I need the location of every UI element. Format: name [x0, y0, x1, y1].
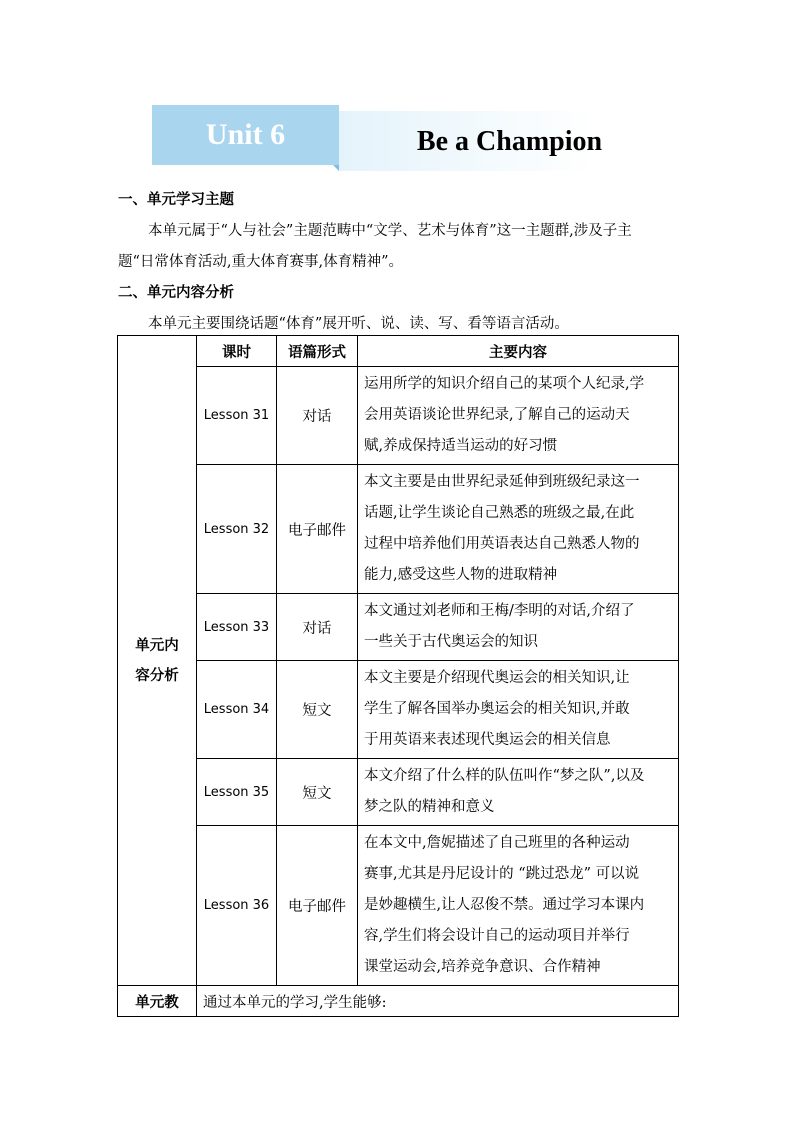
content-line: 课堂运动会,培养竞争意识、合作精神: [364, 959, 601, 975]
lesson-cell: Lesson 33: [197, 594, 277, 661]
content-line: 是妙趣横生,让人忍俊不禁。通过学习本课内: [364, 897, 645, 913]
table-row: [118, 661, 679, 759]
section2-intro: 本单元主要围绕话题“体育”展开听、说、读、写、看等语言活动。: [148, 316, 569, 332]
form-cell: 短文: [277, 759, 358, 826]
unit-number-box: [152, 105, 339, 165]
form-cell: 对话: [277, 367, 358, 465]
table-row: [118, 465, 679, 594]
section1-line2: 题“日常体育活动,重大体育赛事,体育精神”。: [118, 254, 404, 270]
lesson-cell: Lesson 34: [197, 661, 277, 759]
side-label-line1: 单元内: [135, 636, 179, 654]
content-cell: [358, 826, 679, 986]
content-line: 一些关于古代奥运会的知识: [364, 634, 538, 650]
section2-heading: 二、单元内容分析: [118, 284, 234, 301]
lesson-cell: Lesson 32: [197, 465, 277, 594]
form-cell: 短文: [277, 661, 358, 759]
header-form: 语篇形式: [277, 336, 358, 367]
content-line: 本文介绍了什么样的队伍叫作“梦之队”,以及: [364, 768, 645, 784]
lesson-cell: Lesson 36: [197, 826, 277, 986]
header-content: 主要内容: [358, 336, 679, 367]
content-line: 在本文中,詹妮描述了自己班里的各种运动: [364, 835, 630, 851]
content-line: 于用英语来表述现代奥运会的相关信息: [364, 732, 611, 748]
side-label-cell: [118, 336, 197, 986]
table-header-row: [118, 336, 679, 367]
table-row: [118, 594, 679, 661]
section1-line1: 本单元属于“人与社会”主题范畴中“文学、艺术与体育”这一主题群,涉及子主: [148, 223, 632, 239]
teaching-text-cell: 通过本单元的学习,学生能够:: [197, 986, 679, 1017]
table-row: [118, 759, 679, 826]
content-cell: [358, 759, 679, 826]
unit-title-box: [339, 111, 680, 171]
unit-content-table: [117, 335, 679, 1017]
lesson-cell: Lesson 31: [197, 367, 277, 465]
content-line: 会用英语谈论世界纪录,了解自己的运动天: [364, 407, 630, 423]
section1-heading: 一、单元学习主题: [118, 191, 234, 208]
teaching-label-cell: 单元教: [118, 986, 197, 1017]
unit-title: Be a Champion: [416, 126, 603, 157]
content-line: 赛事,尤其是丹尼设计的 “跳过恐龙” 可以说: [364, 866, 640, 882]
side-label-line2: 容分析: [135, 666, 179, 684]
form-cell: 电子邮件: [277, 826, 358, 986]
content-line: 容,学生们将会设计自己的运动项目并举行: [364, 928, 630, 944]
content-cell: [358, 465, 679, 594]
content-line: 本文主要是由世界纪录延伸到班级纪录这一: [364, 474, 640, 490]
table-row: [118, 367, 679, 465]
unit-banner: [152, 105, 680, 171]
content-cell: [358, 661, 679, 759]
lesson-cell: Lesson 35: [197, 759, 277, 826]
form-cell: 电子邮件: [277, 465, 358, 594]
table-row-teaching: [118, 986, 679, 1017]
content-line: 运用所学的知识介绍自己的某项个人纪录,学: [364, 376, 645, 392]
content-line: 能力,感受这些人物的进取精神: [364, 567, 558, 583]
unit-number: Unit 6: [205, 118, 286, 151]
content-line: 梦之队的精神和意义: [364, 799, 495, 815]
content-line: 本文通过刘老师和王梅/李明的对话,介绍了: [364, 603, 635, 619]
table-row: [118, 826, 679, 986]
content-line: 赋,养成保持适当运动的好习惯: [364, 438, 558, 454]
content-cell: [358, 594, 679, 661]
form-cell: 对话: [277, 594, 358, 661]
content-line: 本文主要是介绍现代奥运会的相关知识,让: [364, 670, 630, 686]
header-lesson: 课时: [197, 336, 277, 367]
content-line: 学生了解各国举办奥运会的相关知识,并敢: [364, 701, 630, 717]
content-line: 过程中培养他们用英语表达自己熟悉人物的: [364, 536, 640, 552]
content-line: 话题,让学生谈论自己熟悉的班级之最,在此: [364, 505, 635, 521]
content-cell: [358, 367, 679, 465]
